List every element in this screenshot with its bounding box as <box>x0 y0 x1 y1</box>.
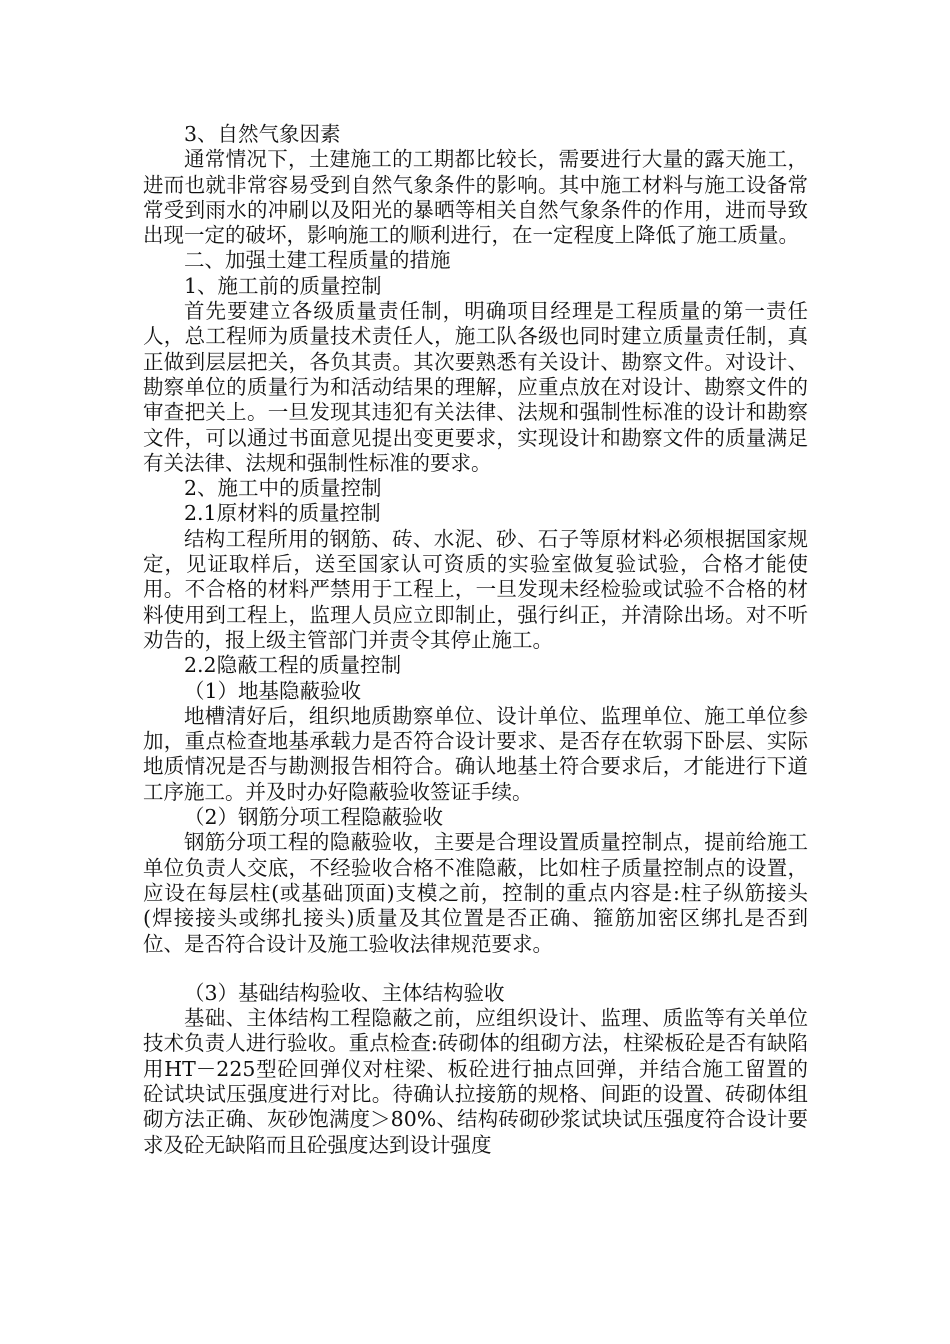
blank-line <box>143 957 808 981</box>
section-heading: 二、加强土建工程质量的措施 <box>184 248 451 273</box>
subsection-heading: 2.1原材料的质量控制 <box>184 501 381 526</box>
paragraph: 结构工程所用的钢筋、砖、水泥、砂、石子等原材料必须根据国家规定，见证取样后，送至国家认可资质的实验室做复验试验，合格才能使用。不合格的材料严禁用于工程上，一旦发现未经检验或试验不合格的材料使用到工程上，监理人员应立即制止，强行纠正，并清除出场。对不听劝告的，报上级主管部门并责令其停止施工。 <box>143 526 808 652</box>
paragraph: 地槽清好后，组织地质勘察单位、设计单位、监理单位、施工单位参加，重点检查地基承载力是否符合设计要求、是否存在软弱下卧层、实际地质情况是否与勘测报告相符合。确认地基土符合要求后，才能进行下道工序施工。并及时办好隐蔽验收签证手续。 <box>143 703 808 804</box>
item-heading: （1）地基隐蔽验收 <box>184 678 362 703</box>
section-heading: 3、自然气象因素 <box>184 122 341 146</box>
document-body <box>143 122 808 1158</box>
section-heading: 1、施工前的质量控制 <box>184 273 382 298</box>
item-heading: （2）钢筋分项工程隐蔽验收 <box>184 805 444 830</box>
paragraph: 基础、主体结构工程隐蔽之前，应组织设计、监理、质监等有关单位技术负责人进行验收。重点检查:砖砌体的组砌方法，柱梁板砼是否有缺陷用HT－225型砼回弹仪对柱梁、板砼进行抽点回弹，并结合施工留置的砼试块试压强度进行对比。待确认拉接筋的规格、间距的设置、砖砌体组砌方法正确、灰砂饱满度＞80%、结构砖砌砂浆试块试压强度符合设计要求及砼无缺陷而且砼强度达到设计强度 <box>143 1006 808 1157</box>
section-heading: 2、施工中的质量控制 <box>184 476 382 501</box>
item-heading: （3）基础结构验收、主体结构验收 <box>184 980 505 1005</box>
paragraph: 首先要建立各级质量责任制，明确项目经理是工程质量的第一责任人，总工程师为质量技术责任人，施工队各级也同时建立质量责任制，真正做到层层把关，各负其责。其次要熟悉有关设计、勘察文件。对设计、勘察单位的质量行为和活动结果的理解，应重点放在对设计、勘察文件的审查把关上。一旦发现其违犯有关法律、法规和强制性标准的设计和勘察文件，可以通过书面意见提出变更要求，实现设计和勘察文件的质量满足有关法律、法规和强制性标准的要求。 <box>143 299 808 475</box>
paragraph: 通常情况下，土建施工的工期都比较长，需要进行大量的露天施工，进而也就非常容易受到自然气象条件的影响。其中施工材料与施工设备常常受到雨水的冲刷以及阳光的暴晒等相关自然气象条件的作用，进而导致出现一定的破坏，影响施工的顺利进行，在一定程度上降低了施工质量。 <box>143 147 808 248</box>
subsection-heading: 2.2隐蔽工程的质量控制 <box>184 653 402 678</box>
paragraph: 钢筋分项工程的隐蔽验收，主要是合理设置质量控制点，提前给施工单位负责人交底，不经验收合格不准隐蔽，比如柱子质量控制点的设置，应设在每层柱(或基础顶面)支模之前，控制的重点内容是:柱子纵筋接头(焊接接头或绑扎接头)质量及其位置是否正确、箍筋加密区绑扎是否到位、是否符合设计及施工验收法律规范要求。 <box>143 830 808 956</box>
